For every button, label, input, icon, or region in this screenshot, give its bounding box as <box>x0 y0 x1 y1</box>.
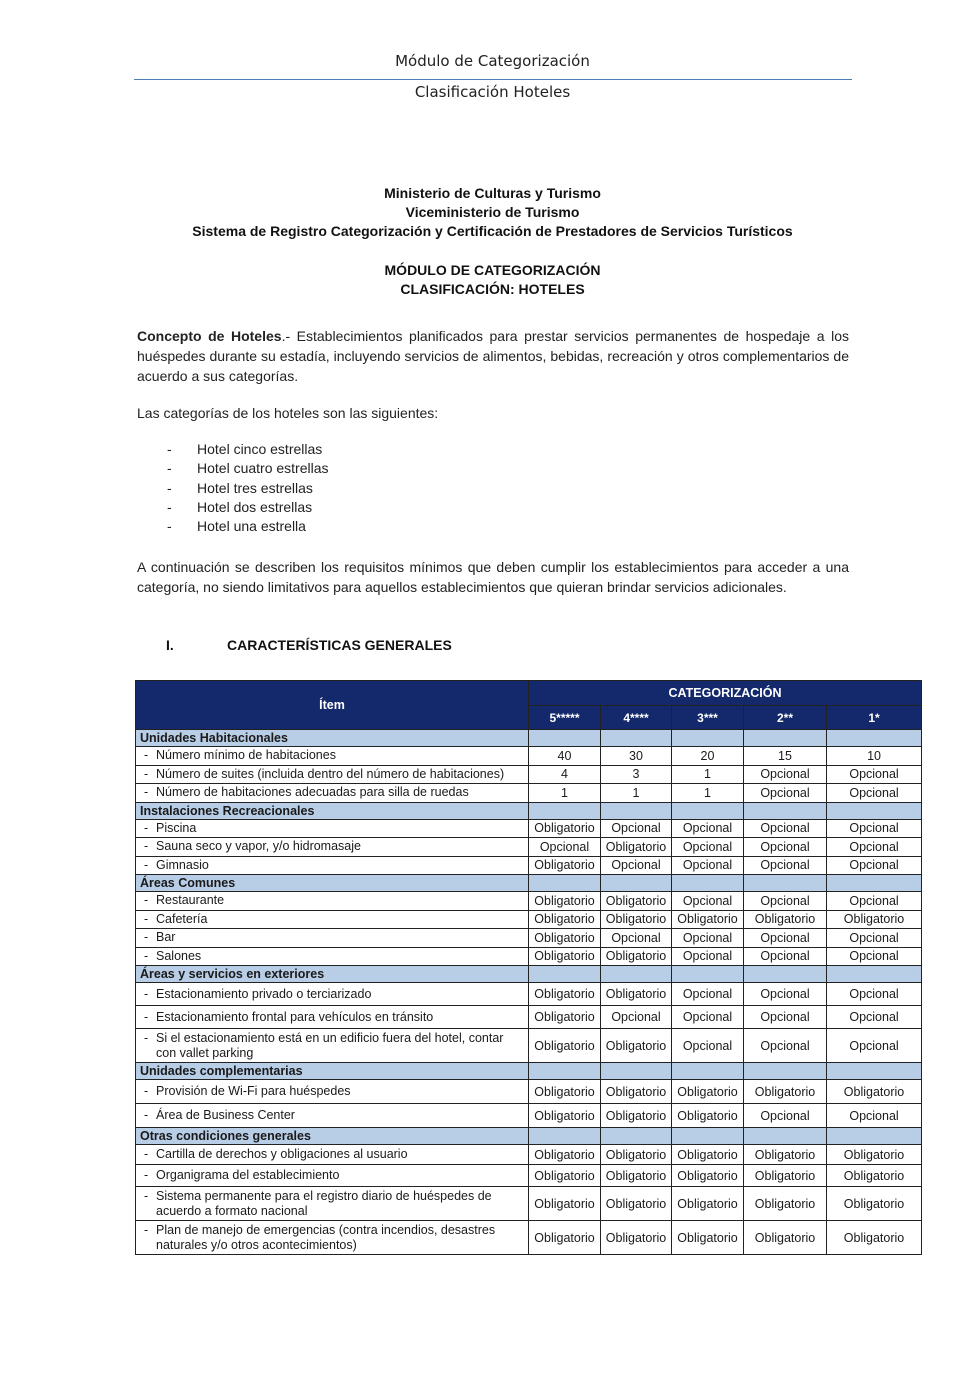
table-row <box>136 1145 922 1165</box>
row-label: Número mínimo de habitaciones <box>156 748 336 763</box>
value-cell: Opcional <box>601 856 672 875</box>
value-cell: Opcional <box>672 838 744 857</box>
row-dash: - <box>144 820 149 835</box>
requirements-table-body <box>136 730 922 1255</box>
concept-text: .- Establecimientos planificados para prestar servicios permanentes de hospedaje a los huéspedes durante su estadía, incluyendo servicios de alimentos, bebidas, recreación y otros complementarios de acuerdo a sus categorías. <box>137 328 849 384</box>
value-cell: Obligatorio <box>529 1104 601 1128</box>
group-empty-cell <box>601 875 672 892</box>
column-header-3-stars: 3*** <box>672 706 744 730</box>
group-empty-cell <box>529 875 601 892</box>
row-label-cell <box>136 1145 529 1165</box>
value-cell: Obligatorio <box>744 1187 827 1221</box>
value-cell: Obligatorio <box>601 892 672 911</box>
table-row <box>136 784 922 803</box>
row-dash: - <box>144 911 149 926</box>
item-column-header: Ítem <box>136 681 529 730</box>
row-dash: - <box>144 930 149 945</box>
row-dash: - <box>144 1222 149 1237</box>
value-cell: 3 <box>601 765 672 784</box>
table-row <box>136 1080 922 1104</box>
column-header-2-stars: 2** <box>744 706 827 730</box>
value-cell: Obligatorio <box>529 910 601 929</box>
value-cell: Opcional <box>827 892 922 911</box>
header-divider <box>134 79 852 80</box>
column-header-5-stars: 5***** <box>529 706 601 730</box>
row-label-cell <box>136 838 529 857</box>
value-cell: Obligatorio <box>601 1080 672 1104</box>
value-cell: Obligatorio <box>601 1187 672 1221</box>
value-cell: Opcional <box>744 856 827 875</box>
group-label: Áreas y servicios en exteriores <box>136 966 529 983</box>
group-row <box>136 802 922 819</box>
row-label: Sistema permanente para el registro diario de huéspedes de acuerdo a formato nacional <box>156 1188 492 1218</box>
value-cell: Obligatorio <box>827 1145 922 1165</box>
table-row <box>136 947 922 966</box>
table-row <box>136 892 922 911</box>
value-cell: Obligatorio <box>529 1221 601 1255</box>
value-cell: Obligatorio <box>529 1145 601 1165</box>
section-title: CARACTERÍSTICAS GENERALES <box>227 637 452 653</box>
table-row <box>136 1221 922 1255</box>
row-dash: - <box>144 1084 149 1098</box>
value-cell: Obligatorio <box>827 1080 922 1104</box>
value-cell: Opcional <box>827 1006 922 1029</box>
requirements-intro: A continuación se describen los requisitos mínimos que deben cumplir los establecimientos para acceder a una categoría, no siendo limitativos para aquellos establecimientos que quieran brindar servicios adicionales. <box>137 559 849 595</box>
column-header-4-stars: 4**** <box>601 706 672 730</box>
classification-title: CLASIFICACIÓN: HOTELES <box>400 281 585 297</box>
value-cell: Opcional <box>827 1104 922 1128</box>
group-empty-cell <box>827 1128 922 1145</box>
categorization-header: CATEGORIZACIÓN <box>529 681 922 706</box>
group-empty-cell <box>529 730 601 747</box>
row-label-cell <box>136 1221 529 1255</box>
value-cell: Obligatorio <box>529 947 601 966</box>
group-empty-cell <box>601 730 672 747</box>
row-dash: - <box>144 857 149 872</box>
row-label-cell <box>136 892 529 911</box>
row-label-cell <box>136 929 529 948</box>
system-name: Sistema de Registro Categorización y Certificación de Prestadores de Servicios Turísticos <box>192 223 793 239</box>
hotel-concept-paragraph <box>137 326 849 386</box>
value-cell: Opcional <box>672 929 744 948</box>
row-label-cell <box>136 1187 529 1221</box>
value-cell: Obligatorio <box>601 983 672 1006</box>
table-row <box>136 747 922 766</box>
group-row <box>136 966 922 983</box>
ministry-name: Ministerio de Culturas y Turismo <box>384 185 601 201</box>
row-label: Piscina <box>156 820 197 835</box>
row-label: Organigrama del establecimiento <box>156 1168 340 1182</box>
group-empty-cell <box>744 966 827 983</box>
value-cell: Obligatorio <box>601 1029 672 1063</box>
value-cell: 1 <box>601 784 672 803</box>
list-item: - Hotel tres estrellas <box>167 479 313 496</box>
row-label: Área de Business Center <box>156 1108 295 1122</box>
group-label: Unidades Habitacionales <box>136 730 529 747</box>
value-cell: Obligatorio <box>601 910 672 929</box>
group-empty-cell <box>744 730 827 747</box>
value-cell: Opcional <box>744 947 827 966</box>
row-label: Restaurante <box>156 893 225 908</box>
group-row <box>136 1063 922 1080</box>
group-empty-cell <box>529 1063 601 1080</box>
value-cell: Obligatorio <box>601 838 672 857</box>
group-empty-cell <box>601 966 672 983</box>
row-dash: - <box>144 893 149 908</box>
value-cell: 40 <box>529 747 601 766</box>
row-dash: - <box>144 1168 149 1182</box>
value-cell: Opcional <box>827 1029 922 1063</box>
group-row <box>136 730 922 747</box>
group-label: Instalaciones Recreacionales <box>136 802 529 819</box>
value-cell: Obligatorio <box>529 983 601 1006</box>
group-empty-cell <box>827 802 922 819</box>
value-cell: Obligatorio <box>529 1080 601 1104</box>
value-cell: Opcional <box>827 983 922 1006</box>
group-label: Otras condiciones generales <box>136 1128 529 1145</box>
value-cell: Opcional <box>601 1006 672 1029</box>
row-label: Si el estacionamiento está en un edificio fuera del hotel, contar con vallet parking <box>156 1030 504 1060</box>
value-cell: Obligatorio <box>827 1221 922 1255</box>
module-heading <box>0 261 977 299</box>
table-row <box>136 1165 922 1187</box>
value-cell: Opcional <box>529 838 601 857</box>
value-cell: Opcional <box>744 929 827 948</box>
group-empty-cell <box>827 1063 922 1080</box>
group-empty-cell <box>672 802 744 819</box>
group-label: Áreas Comunes <box>136 875 529 892</box>
table-row <box>136 1104 922 1128</box>
group-empty-cell <box>744 875 827 892</box>
row-label-cell <box>136 784 529 803</box>
value-cell: Opcional <box>672 819 744 838</box>
group-empty-cell <box>672 875 744 892</box>
value-cell: Opcional <box>672 892 744 911</box>
group-empty-cell <box>827 966 922 983</box>
value-cell: Obligatorio <box>827 1187 922 1221</box>
category-list <box>162 440 329 536</box>
row-label: Estacionamiento privado o terciarizado <box>156 986 372 1001</box>
group-empty-cell <box>672 730 744 747</box>
value-cell: 10 <box>827 747 922 766</box>
value-cell: Opcional <box>744 819 827 838</box>
row-dash: - <box>144 1147 149 1161</box>
table-row <box>136 983 922 1006</box>
row-dash: - <box>144 1009 149 1024</box>
group-row <box>136 875 922 892</box>
row-label-cell <box>136 983 529 1006</box>
row-dash: - <box>144 748 149 763</box>
value-cell: Obligatorio <box>672 1104 744 1128</box>
value-cell: Opcional <box>672 1029 744 1063</box>
value-cell: Obligatorio <box>827 1165 922 1187</box>
row-label: Número de suites (incluida dentro del número de habitaciones) <box>156 766 505 781</box>
concept-term: Concepto de Hoteles <box>137 328 282 344</box>
value-cell: Opcional <box>827 765 922 784</box>
row-label: Provisión de Wi-Fi para huéspedes <box>156 1084 351 1098</box>
group-row <box>136 1128 922 1145</box>
value-cell: Opcional <box>601 819 672 838</box>
module-title: MÓDULO DE CATEGORIZACIÓN <box>384 262 601 278</box>
group-empty-cell <box>672 966 744 983</box>
value-cell: Opcional <box>744 838 827 857</box>
list-item: - Hotel una estrella <box>167 518 306 535</box>
value-cell: Opcional <box>672 947 744 966</box>
row-label: Plan de manejo de emergencias (contra incendios, desastres naturales y/o otros acontecimientos) <box>156 1222 496 1252</box>
row-dash: - <box>144 766 149 781</box>
value-cell: Opcional <box>744 765 827 784</box>
section-number: I. <box>166 637 174 653</box>
value-cell: Opcional <box>744 892 827 911</box>
value-cell: Obligatorio <box>529 1165 601 1187</box>
value-cell: Obligatorio <box>529 819 601 838</box>
group-empty-cell <box>672 1128 744 1145</box>
value-cell: Obligatorio <box>744 1221 827 1255</box>
group-empty-cell <box>744 1128 827 1145</box>
value-cell: Opcional <box>672 1006 744 1029</box>
value-cell: Opcional <box>672 983 744 1006</box>
row-label: Sauna seco y vapor, y/o hidromasaje <box>156 839 361 854</box>
row-dash: - <box>144 986 149 1001</box>
value-cell: Opcional <box>744 983 827 1006</box>
value-cell: Obligatorio <box>601 1104 672 1128</box>
organization-heading <box>0 184 977 241</box>
row-label-cell <box>136 1104 529 1128</box>
table-row <box>136 856 922 875</box>
value-cell: Obligatorio <box>672 910 744 929</box>
value-cell: Obligatorio <box>744 910 827 929</box>
value-cell: Obligatorio <box>744 1080 827 1104</box>
value-cell: Opcional <box>744 1006 827 1029</box>
column-header-1-star: 1* <box>827 706 922 730</box>
value-cell: Opcional <box>744 784 827 803</box>
value-cell: Opcional <box>601 929 672 948</box>
value-cell: Obligatorio <box>601 1221 672 1255</box>
row-label-cell <box>136 910 529 929</box>
value-cell: Opcional <box>744 1029 827 1063</box>
group-empty-cell <box>601 802 672 819</box>
row-label-cell <box>136 747 529 766</box>
value-cell: Opcional <box>827 784 922 803</box>
row-label: Estacionamiento frontal para vehículos en tránsito <box>156 1009 434 1024</box>
row-label: Cafetería <box>156 911 208 926</box>
page-header-subtitle: Clasificación Hoteles <box>414 83 571 101</box>
group-empty-cell <box>744 802 827 819</box>
value-cell: Obligatorio <box>529 892 601 911</box>
value-cell: Obligatorio <box>672 1187 744 1221</box>
group-empty-cell <box>827 875 922 892</box>
table-row <box>136 1006 922 1029</box>
categories-intro: Las categorías de los hoteles son las siguientes: <box>137 405 439 421</box>
value-cell: Obligatorio <box>529 856 601 875</box>
group-empty-cell <box>827 730 922 747</box>
table-row <box>136 910 922 929</box>
value-cell: Opcional <box>744 1104 827 1128</box>
row-label-cell <box>136 1006 529 1029</box>
row-label-cell <box>136 947 529 966</box>
viceministry-name: Viceministerio de Turismo <box>405 204 580 220</box>
table-row <box>136 765 922 784</box>
value-cell: Obligatorio <box>672 1080 744 1104</box>
row-label-cell <box>136 1080 529 1104</box>
value-cell: Opcional <box>827 856 922 875</box>
group-empty-cell <box>601 1063 672 1080</box>
value-cell: Opcional <box>827 947 922 966</box>
value-cell: Obligatorio <box>529 929 601 948</box>
row-label: Gimnasio <box>156 857 209 872</box>
list-item: - Hotel dos estrellas <box>167 498 313 515</box>
row-label-cell <box>136 765 529 784</box>
value-cell: Obligatorio <box>601 947 672 966</box>
value-cell: 20 <box>672 747 744 766</box>
value-cell: Obligatorio <box>744 1165 827 1187</box>
value-cell: 1 <box>672 765 744 784</box>
value-cell: Opcional <box>827 929 922 948</box>
row-dash: - <box>144 948 149 963</box>
group-empty-cell <box>672 1063 744 1080</box>
row-dash: - <box>144 1188 149 1203</box>
row-label-cell <box>136 1165 529 1187</box>
group-empty-cell <box>529 1128 601 1145</box>
table-row <box>136 929 922 948</box>
value-cell: Obligatorio <box>744 1145 827 1165</box>
row-label: Bar <box>156 930 176 945</box>
page-header-title: Módulo de Categorización <box>395 52 590 70</box>
row-label-cell <box>136 819 529 838</box>
value-cell: Obligatorio <box>672 1145 744 1165</box>
value-cell: Obligatorio <box>672 1165 744 1187</box>
value-cell: Obligatorio <box>529 1029 601 1063</box>
row-dash: - <box>144 1108 149 1122</box>
value-cell: Obligatorio <box>827 910 922 929</box>
row-label: Número de habitaciones adecuadas para silla de ruedas <box>156 785 469 800</box>
table-row <box>136 1029 922 1063</box>
value-cell: Obligatorio <box>601 1165 672 1187</box>
group-empty-cell <box>529 802 601 819</box>
table-row <box>136 1187 922 1221</box>
row-label-cell <box>136 1029 529 1063</box>
list-item: - Hotel cuatro estrellas <box>167 460 329 477</box>
requirements-table <box>135 680 922 1255</box>
value-cell: Obligatorio <box>529 1187 601 1221</box>
value-cell: 30 <box>601 747 672 766</box>
value-cell: Opcional <box>672 856 744 875</box>
value-cell: 1 <box>529 784 601 803</box>
value-cell: 4 <box>529 765 601 784</box>
row-label: Cartilla de derechos y obligaciones al usuario <box>156 1147 408 1161</box>
value-cell: 1 <box>672 784 744 803</box>
group-empty-cell <box>744 1063 827 1080</box>
value-cell: Obligatorio <box>601 1145 672 1165</box>
row-dash: - <box>144 785 149 800</box>
list-item: - Hotel cinco estrellas <box>167 441 323 457</box>
section-heading <box>166 637 452 653</box>
group-empty-cell <box>529 966 601 983</box>
group-empty-cell <box>601 1128 672 1145</box>
group-label: Unidades complementarias <box>136 1063 529 1080</box>
value-cell: Opcional <box>827 838 922 857</box>
value-cell: Opcional <box>827 819 922 838</box>
row-dash: - <box>144 1030 149 1045</box>
value-cell: 15 <box>744 747 827 766</box>
row-label: Salones <box>156 948 202 963</box>
table-row <box>136 819 922 838</box>
value-cell: Obligatorio <box>672 1221 744 1255</box>
table-row <box>136 838 922 857</box>
value-cell: Obligatorio <box>529 1006 601 1029</box>
row-label-cell <box>136 856 529 875</box>
row-dash: - <box>144 839 149 854</box>
